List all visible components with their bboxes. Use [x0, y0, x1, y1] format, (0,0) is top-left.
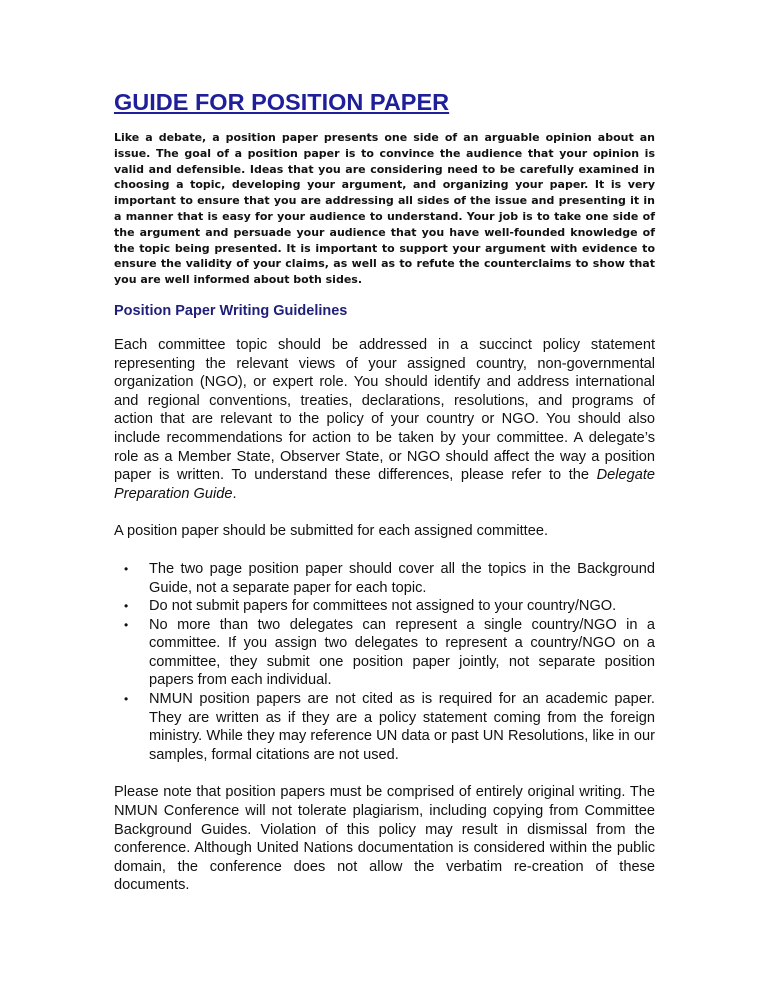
bullet-icon: •	[124, 617, 129, 632]
guidelines-paragraph-text: Each committee topic should be addressed in a succinct policy statement representing the relevant views of your assigned country, non-governmental organization (NGO), or expert role. You should identify and address international and regional conventions, treaties, declarations, resolutions, and programs of action that are relevant to the policy of your country or NGO. You should also include recommendations for action to be taken by your committee. A delegate’s role as a Member State, Observer State, or NGO should affect the way a position paper is written. To understand these differences, please refer to the	[114, 336, 655, 484]
guidelines-paragraph	[114, 336, 655, 503]
delegate-guide-reference: Delegate Preparation Guide	[114, 467, 655, 502]
document-page	[114, 88, 655, 895]
page-title: GUIDE FOR POSITION PAPER	[114, 89, 450, 115]
bullet-icon: •	[124, 561, 129, 576]
list-item: • Do not submit papers for committees not assigned to your country/NGO.	[124, 598, 617, 615]
guideline-list	[114, 560, 655, 765]
submission-paragraph: A position paper should be submitted for each assigned committee.	[114, 523, 549, 540]
intro-paragraph: Like a debate, a position paper presents one side of an arguable opinion about an issue. The goal of a position paper is to convince the audience that your opinion is valid and defensible. Ideas that you are considering need to be carefully examined in choosing a topic, developing your argument, and organizing your paper. It is very important to ensure that you are addressing all sides of the issue and presenting it in a manner that is easy for your audience to understand. Your job is to take one side of the argument and persuade your audience that you have well-founded knowledge of the topic being presented. It is important to support your argument with evidence to ensure the validity of your claims, as well as to refute the counterclaims to show that you are well informed about both sides.	[114, 131, 655, 287]
list-item: • The two page position paper should cover all the topics in the Background Guide, not a separate paper for each topic.	[124, 560, 655, 596]
plagiarism-paragraph: Please note that position papers must be comprised of entirely original writing. The NMUN Conference will not tolerate plagiarism, including copying from Committee Background Guides. Violation of this policy may result in dismissal from the conference. Although United Nations documentation is considered within the public domain, the conference does not allow the verbatim re-creation of these documents.	[114, 784, 655, 894]
bullet-icon: •	[124, 692, 129, 707]
list-item: • NMUN position papers are not cited as is required for an academic paper. They are written as if they are a policy statement coming from the foreign ministry. While they may reference UN data or past UN Resolutions, like in our samples, formal citations are not used.	[124, 691, 655, 763]
guidelines-paragraph-end: .	[232, 485, 237, 502]
bullet-icon: •	[124, 599, 129, 614]
list-item: • No more than two delegates can represent a single country/NGO in a committee. If you assign two delegates to represent a country/NGO on a committee, they submit one position paper jointly, not separate position papers from each individual.	[124, 616, 655, 689]
section-heading: Position Paper Writing Guidelines	[114, 302, 348, 319]
